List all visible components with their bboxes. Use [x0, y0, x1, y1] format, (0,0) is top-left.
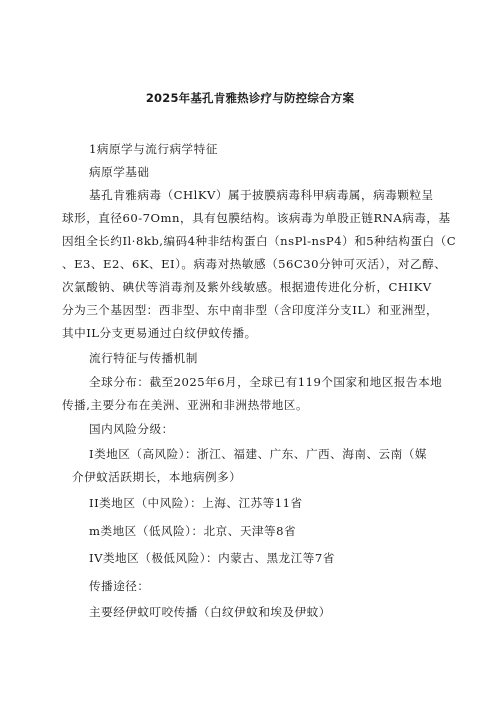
risk-class-3: m类地区（低风险）：北京、天津等8省 [89, 524, 297, 538]
risk-class-1-line: 介伊蚊活跃期长，本地病例多） [72, 470, 242, 484]
global-distribution-line: 全球分布：截至2025年6月，全球已有119个国家和地区报告本地 [89, 375, 443, 389]
pathogen-paragraph-line: 因组全长约Il·8kb,编码4种非结构蛋白（nsPl-nsP4）和5种结构蛋白（C [62, 234, 457, 248]
pathogen-paragraph-line: 球形，直径60-7Omn，具有包膜结构。该病毒为单股正链RNA病毒，基 [62, 211, 451, 225]
subsection-heading-pathogen: 病原学基础 [89, 165, 150, 179]
pathogen-paragraph-line: 其中IL分支更易通过白纹伊蚊传播。 [62, 326, 257, 340]
pathogen-paragraph-line: 次氯酸钠、碘伏等消毒剂及紫外线敏感。根据遗传进化分析，CHIKV [62, 280, 432, 294]
transmission-label: 传播途径： [89, 579, 150, 593]
document-title: 2025年基孔肯雅热诊疗与防控综合方案 [145, 91, 355, 105]
pathogen-paragraph-line: 、E3、E2、6K、EI）。病毒对热敏感（56C30分钟可灭活），对乙醇、 [62, 257, 447, 271]
risk-class-2: II类地区（中风险）：上海、江苏等11省 [89, 496, 303, 510]
subsection-heading-epidemic: 流行特征与传播机制 [89, 351, 198, 365]
domestic-risk-label: 国内风险分级： [89, 422, 174, 436]
pathogen-paragraph-line: 分为三个基因型：西非型、东中南非型（含印度洋分支IL）和亚洲型， [62, 303, 439, 317]
transmission-main: 主要经伊蚊叮咬传播（白纹伊蚊和埃及伊蚊） [89, 605, 331, 619]
section-heading: 1病原学与流行病学特征 [89, 142, 218, 156]
risk-class-4: IV类地区（极低风险）：内蒙古、黑龙江等7省 [89, 551, 335, 565]
pathogen-paragraph-line: 基孔肯雅病毒（CHlKV）属于披膜病毒科甲病毒属，病毒颗粒呈 [89, 188, 434, 202]
global-distribution-line: 传播,主要分布在美洲、亚洲和非洲热带地区。 [62, 398, 309, 412]
risk-class-1-line: I类地区（高风险）：浙江、福建、广东、广西、海南、云南（媒 [89, 447, 427, 461]
